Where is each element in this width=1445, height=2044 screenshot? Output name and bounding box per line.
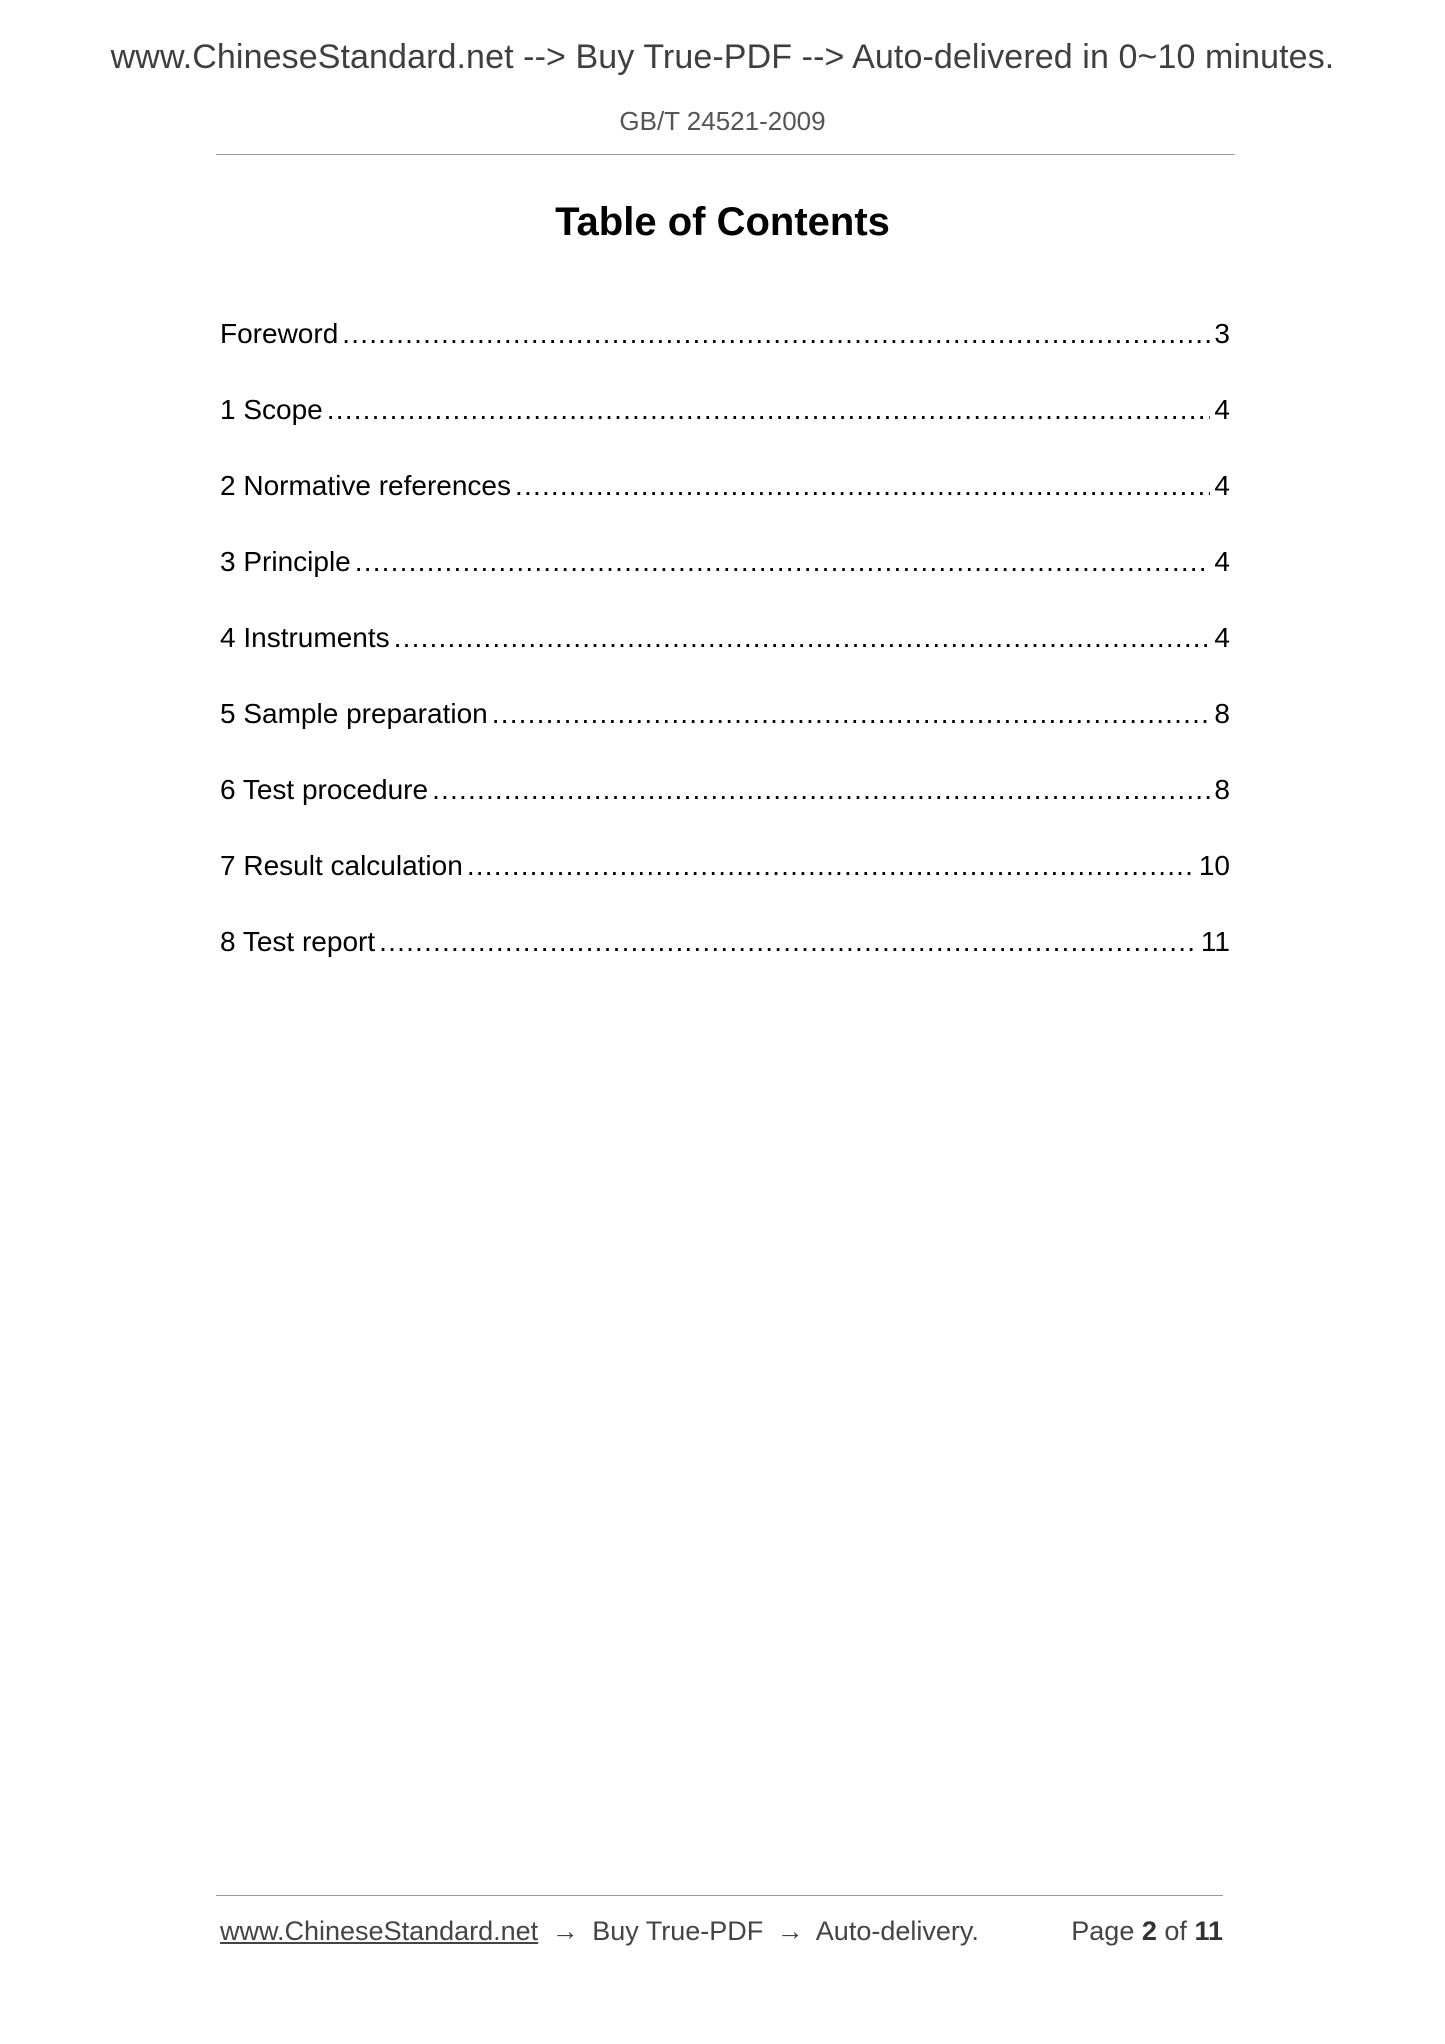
toc-entry-label: 2 Normative references: [220, 470, 512, 501]
toc-entry-result-calculation[interactable]: [220, 850, 1230, 926]
header-divider: [216, 154, 1235, 155]
toc-entry-instruments[interactable]: [220, 622, 1230, 698]
toc-entry-page: 4: [1214, 546, 1230, 577]
toc-dot-leader: [492, 698, 1211, 730]
toc-entry-test-procedure[interactable]: [220, 774, 1230, 850]
toc-entry-foreword[interactable]: [220, 318, 1230, 394]
toc-entry-label: 4 Instruments: [220, 622, 390, 653]
toc-dot-leader: [432, 774, 1210, 806]
document-code: GB/T 24521-2009: [619, 106, 826, 136]
top-banner: www.ChineseStandard.net --> Buy True-PDF --> Auto-delivered in 0~10 minutes.: [110, 38, 1335, 76]
toc-dot-leader: [342, 318, 1210, 350]
toc-dot-leader: [379, 926, 1197, 958]
toc-entry-page: 3: [1214, 318, 1230, 349]
total-pages-number: 11: [1194, 1916, 1223, 1946]
toc-entry-test-report[interactable]: [220, 926, 1230, 1002]
toc-dot-leader: [467, 850, 1195, 882]
footer-site-link[interactable]: www.ChineseStandard.net: [220, 1916, 539, 1946]
of-word: of: [1164, 1916, 1187, 1946]
toc-entry-principle[interactable]: [220, 546, 1230, 622]
toc-entry-label: 3 Principle: [220, 546, 351, 577]
toc-entry-page: 8: [1214, 774, 1230, 805]
footer-delivery-text: Auto-delivery.: [815, 1916, 979, 1946]
toc-entry-normative-references[interactable]: [220, 470, 1230, 546]
toc-entry-page: 4: [1214, 622, 1230, 653]
toc-entry-scope[interactable]: [220, 394, 1230, 470]
toc-entry-page: 8: [1214, 698, 1230, 729]
toc-entry-label: 5 Sample preparation: [220, 698, 488, 729]
page-word: Page: [1071, 1916, 1135, 1946]
page-indicator: [1071, 1916, 1223, 1947]
toc-entry-page: 11: [1200, 926, 1230, 957]
toc-title: Table of Contents: [555, 200, 890, 244]
footer-divider: [216, 1895, 1223, 1896]
toc-entry-label: 7 Result calculation: [220, 850, 463, 881]
toc-entry-label: 8 Test report: [220, 926, 376, 957]
toc-dot-leader: [327, 394, 1211, 426]
toc-entry-label: Foreword: [220, 318, 339, 349]
toc-entry-page: 10: [1198, 850, 1230, 881]
toc-entry-page: 4: [1214, 394, 1230, 425]
footer-buy-text: Buy True-PDF: [592, 1916, 764, 1946]
current-page-number: 2: [1141, 1916, 1157, 1946]
toc-dot-leader: [355, 546, 1211, 578]
toc-list: [220, 318, 1230, 1002]
right-arrow-icon: →: [551, 1916, 579, 1946]
footer-left: [220, 1916, 979, 1947]
toc-dot-leader: [394, 622, 1211, 654]
right-arrow-icon: →: [776, 1916, 804, 1946]
toc-entry-label: 6 Test procedure: [220, 774, 429, 805]
toc-entry-label: 1 Scope: [220, 394, 323, 425]
toc-entry-sample-preparation[interactable]: [220, 698, 1230, 774]
toc-entry-page: 4: [1214, 470, 1230, 501]
toc-dot-leader: [515, 470, 1210, 502]
